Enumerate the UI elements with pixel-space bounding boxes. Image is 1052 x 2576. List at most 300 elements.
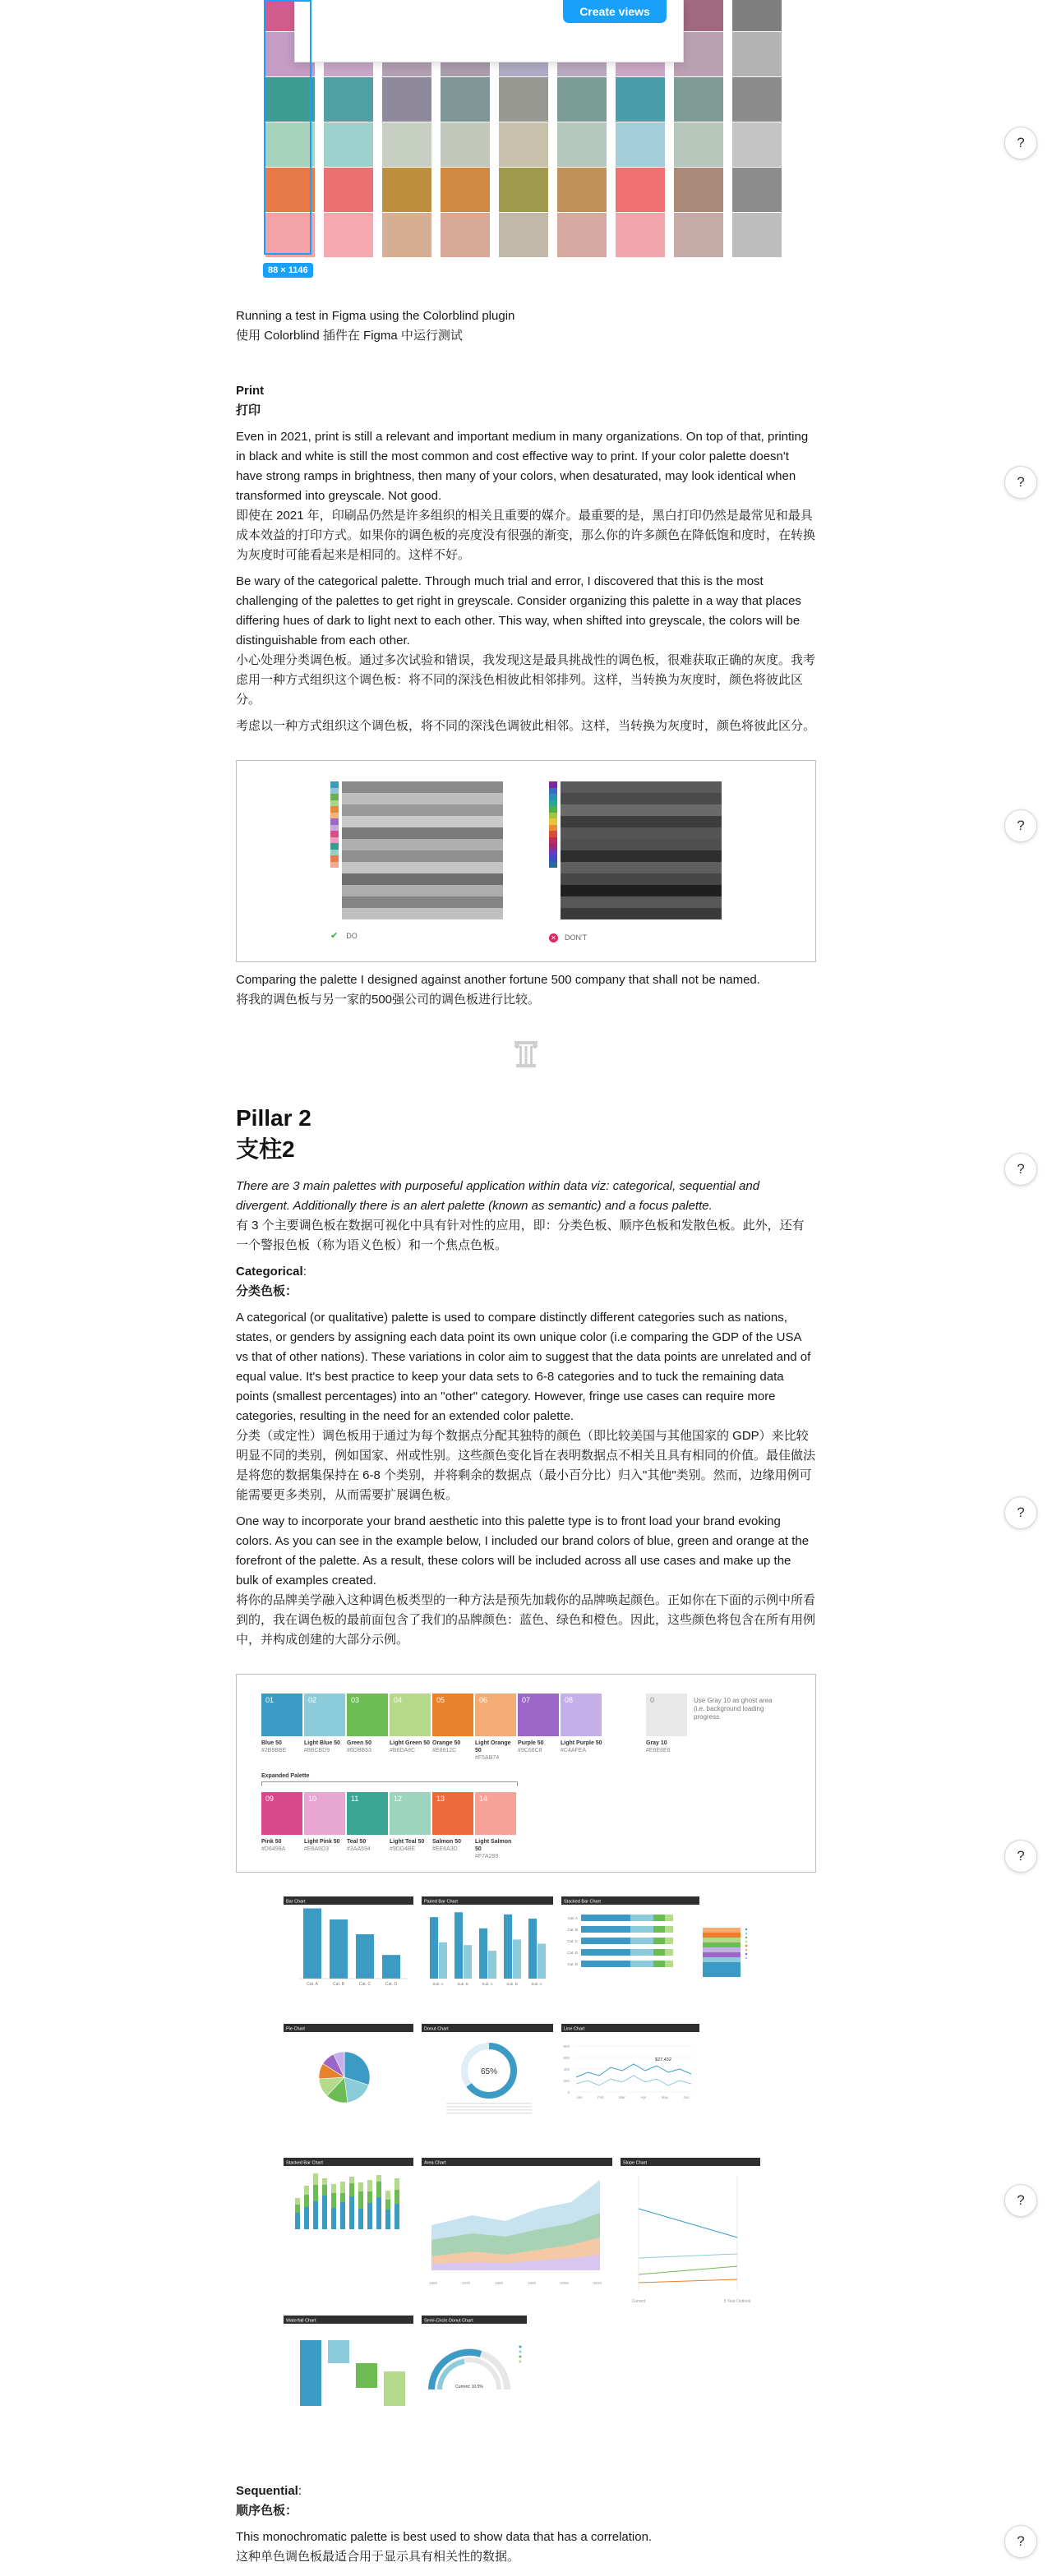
legend-dot: [519, 2346, 522, 2348]
chip-name: Orange 50: [432, 1740, 461, 1746]
sequential-paragraph-en: This monochromatic palette is best used to show data that has a correlation.: [236, 2530, 653, 2544]
text-placeholder: [446, 2103, 532, 2104]
pillar-2-title-en: Pillar 2: [236, 1105, 311, 1131]
text-placeholder: [446, 2106, 532, 2108]
bar-segment: [367, 2191, 372, 2203]
x-tick-label: 1980: [494, 2281, 504, 2285]
categorical-paragraph-2-zh: 将你的品牌美学融入这种调色板类型的一种方法是预先加载你的品牌唤起颜色。正如你在下面的示例中所看到的，我在调色板的最前面包含了我们的品牌颜色：蓝色、绿色和橙色。因此，这些颜色将包含在所有用例中，并构成创建的大部分示例。: [236, 1593, 816, 1647]
chip-name: Light Purple 50: [561, 1740, 602, 1746]
color-swatch: [674, 122, 723, 167]
bar-segment: [630, 1926, 653, 1933]
bar-segment: [394, 2204, 399, 2229]
categorical-paragraph-1-zh: 分类（或定性）调色板用于通过为每个数据点分配其独特的颜色（即比较美国与其他国家的 GDP）来比较明显不同的类别，例如国家、州或性别。这些颜色变化旨在表明数据点不相关且具有相同的价值。最佳做法是将您的数据集保持在 6-8 个类别，并将剩余的数据点（最小百分比）归入"其他"类别。然而，边缘用例可能需要更多类别，从而需要扩展调色板。: [236, 1429, 816, 1502]
bar-category-label: Cat. B: [567, 1928, 578, 1932]
color-swatch: [499, 122, 548, 167]
palette-chip: [261, 1792, 302, 1835]
legend-dot: [745, 1953, 748, 1956]
chip-name: Gray 10: [646, 1740, 667, 1746]
chart-title: Area Chart: [424, 2160, 446, 2166]
strip-swatch: [549, 843, 557, 850]
strip-swatch: [549, 862, 557, 869]
bar: [382, 1955, 400, 1979]
greyscale-bar: [561, 908, 722, 919]
chip-name: Light Salmon 50: [475, 1839, 512, 1852]
greyscale-bar: [561, 873, 722, 885]
text-placeholder: [446, 2109, 532, 2111]
chip-name: Green 50: [347, 1740, 371, 1746]
greyscale-bar: [561, 804, 722, 816]
bar-segment: [581, 1915, 630, 1921]
bar-segment: [630, 1961, 653, 1967]
chip-label: [261, 1838, 304, 1853]
chip-number: 04: [394, 1696, 403, 1704]
pillar-2-title-zh: 支柱2: [236, 1136, 295, 1162]
greyscale-bar: [342, 839, 503, 850]
color-swatch: [616, 168, 665, 212]
dimension-badge: 88 × 1146: [263, 263, 313, 278]
chip-number: 05: [436, 1696, 445, 1704]
do-greyscale-bars: [342, 781, 503, 919]
slope-axis-label: Current: [631, 2299, 646, 2304]
legend-dot: [745, 1957, 748, 1960]
color-swatch: [732, 168, 782, 212]
color-swatch: [324, 77, 373, 122]
color-swatch: [441, 213, 490, 257]
greyscale-bar: [561, 885, 722, 896]
strip-swatch: [330, 794, 339, 800]
chip-hex: #EE6A3D: [432, 1846, 458, 1852]
stack-block: [703, 1928, 741, 1933]
chip-hex: #2B9BBE: [261, 1748, 287, 1753]
bar-segment: [331, 2184, 336, 2193]
color-swatch: [441, 122, 490, 167]
stack-block: [703, 1957, 741, 1962]
slope-line: [639, 2254, 737, 2258]
color-swatch: [616, 122, 665, 167]
check-icon: ✔: [330, 931, 339, 941]
help-button[interactable]: ?: [1004, 466, 1037, 499]
chip-name: Teal 50: [347, 1839, 367, 1845]
greyscale-bar: [342, 804, 503, 816]
palette-chip: [347, 1792, 388, 1835]
greyscale-bar: [561, 862, 722, 873]
x-tick-label: Mar: [619, 2095, 625, 2099]
x-tick-label: 2000: [560, 2281, 570, 2285]
bar: [356, 1934, 374, 1979]
chip-number: 06: [479, 1696, 488, 1704]
bar-category-label: Cat. E: [567, 1962, 578, 1966]
help-button[interactable]: ?: [1004, 1153, 1037, 1186]
bar-segment: [340, 2202, 345, 2229]
caption-zh: 使用 Colorblind 插件在 Figma 中运行测试: [236, 329, 463, 343]
bar-segment: [581, 1926, 630, 1933]
help-button[interactable]: ?: [1004, 2525, 1037, 2558]
chip-label: [475, 1740, 518, 1762]
do-label: DO: [346, 932, 358, 940]
chart-title: Stacked Bar Chart: [286, 2160, 323, 2166]
bar-segment: [665, 1961, 673, 1967]
strip-swatch: [549, 781, 557, 788]
y-tick-label: 600: [563, 2056, 570, 2060]
stack-block: [703, 1972, 741, 1977]
x-tick-label: Jan: [576, 2095, 583, 2099]
pillar-2-intro-zh: 有 3 个主要调色板在数据可视化中具有针对性的应用，即：分类色板、顺序色板和发散色板。此外，还有一个警报色板（称为语义色板）和一个焦点色板。: [236, 1219, 805, 1252]
chip-name: Purple 50: [518, 1740, 544, 1746]
greyscale-bar: [342, 885, 503, 896]
palette-chip-gray: [646, 1694, 687, 1736]
chip-label: [518, 1740, 561, 1754]
bar: [330, 1919, 348, 1979]
waterfall-bar: [300, 2340, 321, 2406]
chart-title: Donut Chart: [424, 2026, 449, 2032]
chip-hex: #E8E8E8: [646, 1748, 671, 1753]
palette-chip: [432, 1694, 473, 1736]
chip-hex: #D6498A: [261, 1846, 286, 1852]
chip-hex: #9C66C8: [518, 1748, 542, 1753]
categorical-heading-en: [236, 1262, 815, 1282]
stack-block: [703, 1962, 741, 1967]
chip-name: Light Blue 50: [304, 1740, 340, 1746]
greyscale-bar: [561, 781, 722, 793]
bar-segment: [367, 2180, 372, 2191]
bar: [479, 1929, 487, 1979]
strip-swatch: [330, 806, 339, 813]
stack-block: [703, 1942, 741, 1947]
caption-en: Comparing the palette I designed against another fortune 500 company that shall not be named.: [236, 973, 760, 987]
chip-hex: #F7A299: [475, 1854, 499, 1859]
bar-category-label: Sub. B: [457, 1982, 468, 1986]
bar-segment: [313, 2201, 318, 2229]
chip-hex: #F5AB74: [475, 1755, 500, 1761]
gray-note: Use Gray 10 as ghost area (i.e. background loading progress.: [694, 1697, 773, 1721]
y-tick-label: 800: [563, 2044, 570, 2048]
bar-category-label: Cat. D: [385, 1982, 398, 1987]
bar-segment: [376, 2197, 381, 2229]
x-tick-label: 2010: [593, 2281, 602, 2285]
chip-name: Light Pink 50: [304, 1839, 340, 1845]
strip-swatch: [330, 825, 339, 832]
expanded-bracket: [261, 1781, 518, 1786]
greyscale-bar: [342, 908, 503, 919]
dont-label: DON'T: [565, 933, 588, 942]
palette-chip: [304, 1792, 345, 1835]
bar-segment: [358, 2182, 363, 2191]
bar-segment: [630, 1949, 653, 1956]
bar-segment: [665, 1926, 673, 1933]
palette-chip: [347, 1694, 388, 1736]
chart-title: Semi-Circle Donut Chart: [424, 2318, 473, 2324]
strip-swatch: [549, 813, 557, 819]
chip-number: 03: [351, 1696, 360, 1704]
swatch-column: [732, 0, 782, 255]
bar-segment: [581, 1961, 630, 1967]
bar-segment: [385, 2210, 390, 2229]
color-swatch: [732, 0, 782, 31]
chip-label: [390, 1740, 432, 1754]
bar-segment: [394, 2178, 399, 2190]
print-heading-zh: 打印: [236, 403, 261, 417]
color-swatch: [499, 213, 548, 257]
stack-block: [703, 1933, 741, 1938]
palette-chip: [390, 1694, 431, 1736]
bar-segment: [630, 1915, 653, 1921]
categorical-heading-zh: 分类色板：: [236, 1284, 298, 1298]
x-tick-label: Jun: [683, 2095, 690, 2099]
greyscale-bar: [342, 850, 503, 862]
strip-swatch: [330, 837, 339, 844]
bar-segment: [358, 2209, 363, 2229]
help-button[interactable]: ?: [1004, 1840, 1037, 1873]
bar-segment: [304, 2195, 309, 2207]
greyscale-bar: [561, 816, 722, 827]
color-swatch: [382, 122, 431, 167]
greyscale-comparison-figure: [236, 760, 816, 962]
bar-segment: [313, 2173, 318, 2185]
palette-chip: [390, 1792, 431, 1835]
chart-title: Stacked Bar Chart: [564, 1899, 601, 1905]
chip-hex: #6DBB53: [347, 1748, 371, 1753]
chip-number: 07: [522, 1696, 531, 1704]
chip-name: Pink 50: [261, 1839, 282, 1845]
strip-swatch: [549, 788, 557, 795]
color-swatch: [499, 77, 548, 122]
chip-label: [561, 1740, 603, 1754]
chart-title: Line Chart: [564, 2026, 585, 2032]
create-views-button[interactable]: Create views: [563, 0, 667, 23]
bar-category-label: Cat. A: [567, 1916, 578, 1920]
color-swatch: [441, 168, 490, 212]
bar: [430, 1917, 438, 1979]
greyscale-bar: [342, 781, 503, 793]
donut-value: 65%: [480, 2067, 498, 2076]
chip-hex: #9DD4BE: [390, 1846, 416, 1852]
bar-segment: [653, 1961, 665, 1967]
chip-number: 13: [436, 1795, 445, 1803]
strip-swatch: [330, 850, 339, 856]
help-button[interactable]: ?: [1004, 2184, 1037, 2217]
bar-segment: [331, 2208, 336, 2229]
color-swatch: [324, 213, 373, 257]
greyscale-bar: [561, 850, 722, 862]
print-paragraph-2-zh: 小心处理分类调色板。通过多次试验和错误，我发现这是最具挑战性的调色板，很难获取正确的灰度。我考虑用一种方式组织这个调色板：将不同的深浅色相彼此相邻排列。这样，当转换为灰度时，颜色将彼此区分。: [236, 653, 816, 707]
bar-category-label: Cat. D: [567, 1951, 578, 1955]
bar: [513, 1939, 521, 1979]
strip-swatch: [330, 813, 339, 819]
chip-number: 02: [308, 1696, 317, 1704]
color-swatch: [557, 122, 607, 167]
do-palette-strip: [330, 781, 339, 868]
sequential-label: Sequential: [236, 2484, 298, 2498]
strip-swatch: [330, 862, 339, 869]
color-swatch: [616, 77, 665, 122]
slope-line: [639, 2266, 737, 2274]
sequential-heading-zh: 顺序色板：: [236, 2504, 298, 2518]
print-paragraph-2-en: Be wary of the categorical palette. Through much trial and error, I discovered that this is the most challenging of the palettes to get right in greyscale. Consider organizing this palette in a way that places differing hues of dark to light next to each other. This way, when shifted into greyscale, the colors will be distinguishable from each other.: [236, 574, 801, 647]
sequential-colon: :: [298, 2484, 302, 2498]
help-button[interactable]: ?: [1004, 127, 1037, 159]
strip-swatch: [330, 855, 339, 862]
x-icon: ✕: [549, 933, 558, 942]
y-tick-label: 400: [563, 2067, 570, 2071]
categorical-label: Categorical: [236, 1265, 303, 1279]
figma-test-caption: [236, 306, 815, 346]
stack-block: [703, 1952, 741, 1957]
legend-dot: [745, 1937, 748, 1939]
color-swatch: [674, 168, 723, 212]
bar-segment: [653, 1949, 665, 1956]
color-swatch: [557, 77, 607, 122]
color-swatch: [382, 77, 431, 122]
strip-swatch: [549, 806, 557, 813]
do-caption: [330, 930, 358, 941]
slope-line: [639, 2209, 737, 2237]
bar-segment: [331, 2193, 336, 2208]
strip-swatch: [330, 831, 339, 837]
chip-name: Light Teal 50: [390, 1839, 425, 1845]
chart-title: Waterfall Chart: [286, 2318, 316, 2324]
bar-segment: [385, 2200, 390, 2210]
y-tick-label: 200: [563, 2079, 570, 2083]
bar-category-label: Cat. A: [307, 1982, 318, 1987]
chip-label: [432, 1740, 475, 1754]
chip-label: [432, 1838, 475, 1853]
sequential-section: [236, 2482, 815, 2567]
greyscale-bar: [561, 793, 722, 804]
chip-number: 0: [650, 1696, 655, 1704]
greyscale-bar: [561, 839, 722, 850]
legend-dot: [519, 2356, 522, 2358]
text-placeholder: [446, 2113, 532, 2114]
bar: [454, 1912, 463, 1979]
palette-chip: [518, 1694, 559, 1736]
legend-dot: [519, 2351, 522, 2353]
help-button[interactable]: ?: [1004, 809, 1037, 842]
bar-segment: [340, 2193, 345, 2202]
strip-swatch: [549, 837, 557, 844]
palette-chip: [475, 1694, 516, 1736]
palette-chip: [475, 1792, 516, 1835]
legend-dot: [745, 1929, 748, 1931]
chip-hex: #B6DA8C: [390, 1748, 416, 1753]
color-swatch: [616, 213, 665, 257]
bar-category-label: Sub. A: [432, 1982, 444, 1986]
color-swatch: [674, 213, 723, 257]
bar-segment: [349, 2196, 354, 2229]
bar-category-label: Cat. C: [358, 1982, 371, 1987]
chip-number: 09: [265, 1795, 275, 1803]
bar-segment: [376, 2175, 381, 2182]
chip-name: Light Orange 50: [475, 1740, 511, 1753]
bar-segment: [349, 2177, 354, 2183]
chip-label: [304, 1838, 347, 1853]
bar-segment: [322, 2196, 327, 2229]
chip-label: [347, 1838, 390, 1853]
strip-swatch: [330, 818, 339, 825]
semi-donut-label: Current: 10.5%: [455, 2385, 483, 2389]
strip-swatch: [330, 800, 339, 807]
chip-hex: #E8812C: [432, 1748, 457, 1753]
strip-swatch: [549, 800, 557, 807]
categorical-palette-figure: [236, 1674, 816, 1873]
chip-name: Light Green 50: [390, 1740, 431, 1746]
chip-hex: #8BCBD9: [304, 1748, 330, 1753]
bar-segment: [653, 1938, 665, 1944]
bar-segment: [630, 1938, 653, 1944]
sequential-paragraph-zh: 这种单色调色板最适合用于显示具有相关性的数据。: [236, 2550, 520, 2564]
color-swatch: [732, 122, 782, 167]
strip-swatch: [549, 818, 557, 825]
chart-gallery-svg: [284, 1896, 768, 2431]
bar-segment: [304, 2207, 309, 2229]
stack-block: [703, 1947, 741, 1952]
chip-label: [475, 1838, 518, 1860]
bar: [528, 1919, 537, 1979]
strip-swatch: [549, 825, 557, 832]
legend-dot: [745, 1933, 748, 1935]
color-swatch: [382, 213, 431, 257]
greyscale-bar: [342, 793, 503, 804]
x-tick-label: 1990: [527, 2281, 537, 2285]
figma-colorblind-screenshot: [261, 0, 792, 279]
bar: [504, 1915, 512, 1979]
help-button[interactable]: ?: [1004, 1496, 1037, 1529]
pillar-2-section: [236, 1103, 815, 1650]
color-swatch: [499, 168, 548, 212]
bar-segment: [665, 1915, 673, 1921]
bar-segment: [295, 2213, 300, 2229]
greyscale-bar: [342, 873, 503, 885]
color-swatch: [732, 32, 782, 76]
stack-block: [703, 1967, 741, 1972]
chart-title: Pie Chart: [286, 2026, 305, 2032]
chip-hex: #3AA594: [347, 1846, 371, 1852]
print-section: [236, 381, 815, 736]
pillar-divider-icon: [510, 1038, 542, 1071]
chart-title: Slope Chart: [623, 2160, 648, 2166]
palette-chip: [304, 1694, 345, 1736]
chip-number: 08: [565, 1696, 574, 1704]
greyscale-bar: [342, 816, 503, 827]
bar-segment: [653, 1926, 665, 1933]
chip-number: 11: [351, 1795, 359, 1803]
selection-outline: [264, 0, 311, 255]
bar-category-label: Cat. C: [567, 1939, 578, 1943]
bar-segment: [313, 2185, 318, 2201]
color-swatch: [324, 168, 373, 212]
x-tick-label: May: [661, 2095, 669, 2099]
print-paragraph-1-en: Even in 2021, print is still a relevant and important medium in many organizations. On top of that, printing in black and white is still the most common and cost effective way to print. If your color palette doesn't have strong ramps in brightness, then many of your colors, when desaturated, may look identical when transformed into greyscale. Not good.: [236, 430, 809, 503]
x-tick-label: 1970: [461, 2281, 471, 2285]
bar-segment: [581, 1949, 630, 1956]
legend-dot: [745, 1949, 748, 1952]
strip-swatch: [549, 850, 557, 856]
bar-segment: [376, 2182, 381, 2197]
color-swatch: [557, 168, 607, 212]
print-paragraph-3-zh: 考虑以一种方式组织这个调色板，将不同的深浅色调彼此相邻。这样，当转换为灰度时，颜色将彼此区分。: [236, 719, 816, 733]
print-heading-en: Print: [236, 384, 265, 398]
x-tick-label: Feb: [598, 2095, 604, 2099]
chip-number: 14: [479, 1795, 488, 1803]
expanded-palette-label: Expanded Palette: [261, 1773, 310, 1779]
bar-segment: [322, 2185, 327, 2196]
chip-hex: #E8A6D3: [304, 1846, 329, 1852]
color-swatch: [732, 77, 782, 122]
bar-segment: [653, 1915, 665, 1921]
bar-segment: [394, 2190, 399, 2204]
bar-segment: [349, 2183, 354, 2196]
strip-swatch: [330, 788, 339, 795]
bar: [303, 1909, 321, 1979]
